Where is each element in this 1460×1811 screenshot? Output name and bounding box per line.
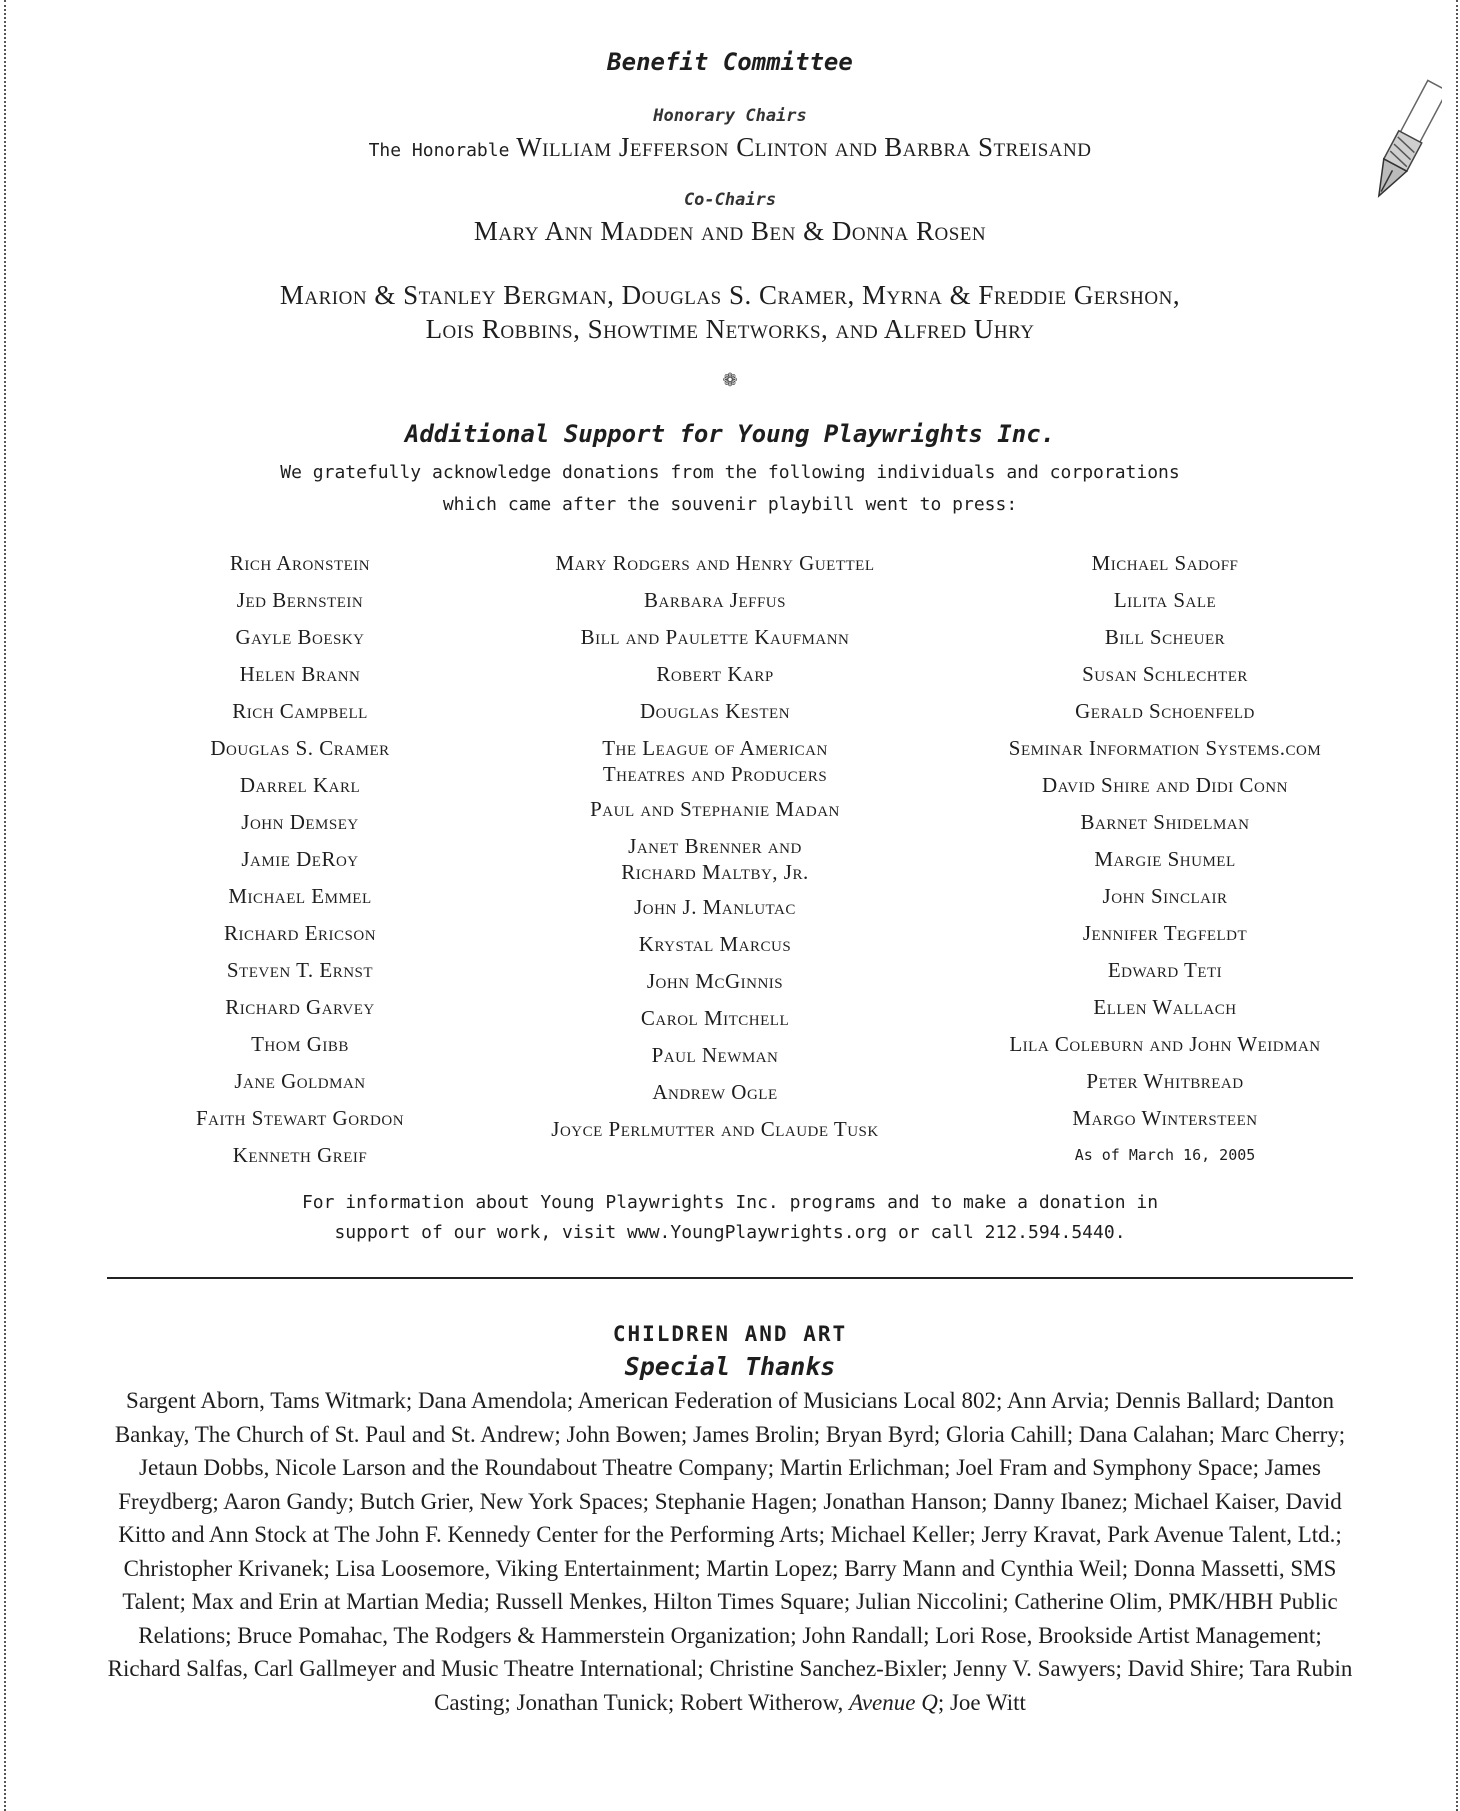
donor-name: Darrel Karl (239, 773, 361, 797)
donor-name: Margie Shumel (1094, 847, 1236, 871)
donation-info-line-2: support of our work, visit www.YoungPlaywrights.org or call 212.594.5440. (334, 1222, 1126, 1243)
section-divider (107, 1277, 1353, 1279)
donor-name: Richard Ericson (223, 921, 377, 945)
donor-name: David Shire and Didi Conn (1042, 773, 1288, 797)
donor-name: Lilita Sale (1113, 588, 1217, 612)
honorary-chair-2: Barbra Streisand (884, 132, 1092, 162)
donor-name: John J. Manlutac (634, 895, 796, 919)
donor-name: Steven T. Ernst (226, 958, 374, 982)
donor-name: Joyce Perlmutter and Claude Tusk (551, 1117, 879, 1141)
donor-name: Michael Emmel (228, 884, 372, 908)
donor-column-1 (130, 545, 470, 1174)
donor-name: John McGinnis (646, 969, 784, 993)
co-chairs-label: Co-Chairs (683, 190, 777, 210)
donation-info-line-1: For information about Young Playwrights Inc. programs and to make a donation in (301, 1192, 1159, 1213)
thanks-text: Sargent Aborn, Tams Witmark; Dana Amendola; American Federation of Musicians Local 802; Ann Arvia; Dennis Ballard; Danton Bankay, The Church of St. Paul and St. Andrew; John Bowen; James Brolin; Bryan Byrd; Gloria Cahill; Dana Calahan; Marc Cherry; Jetaun Dobbs, Nicole Larson and the Roundabout Theatre Company; Martin Erlichman; Joel Fram and Symphony Space; James Freydberg; Aaron Gandy; Butch Grier, New York Spaces; Stephanie Hagen; Jonathan Hanson; Danny Ibanez; Michael Kaiser, David Kitto and Ann Stock at The John F. Kennedy Center for the Performing Arts; Michael Keller; Jerry Kravat, Park Avenue Talent, Ltd.; Christopher Krivanek; Lisa Loosemore, Viking Entertainment; Martin Lopez; Barry Mann and Cynthia Weil; Donna Massetti, SMS Talent; Max and Erin at Martian Media; Russell Menkes, Hilton Times Square; Julian Niccolini; Catherine Olim, PMK/HBH Public Relations; Bruce Pomahac, The Rodgers & Hammerstein Organization; John Randall; Lori Rose, Brookside Artist Management; Richard Salfas, Carl Gallmeyer and Music Theatre International; Christine Sanchez-Bixler; Jenny V. Sawyers; David Shire; Tara Rubin Casting; Jonathan Tunick; Robert Witherow, (107, 1388, 1353, 1715)
donor-name: Paul and Stephanie Madan (590, 797, 840, 821)
donor-name: John Sinclair (1102, 884, 1228, 908)
donor-name: Lila Coleburn and John Weidman (1009, 1032, 1321, 1056)
additional-support-title: Additional Support for Young Playwrights Inc. (404, 420, 1056, 448)
donor-name: Thom Gibb (251, 1032, 349, 1056)
donor-name: Douglas Kesten (639, 699, 791, 723)
donor-name: Bill and Paulette Kaufmann (580, 625, 850, 649)
page-border-left (4, 0, 6, 1811)
donor-columns (130, 545, 1370, 1174)
donor-name: Jamie DeRoy (241, 847, 359, 871)
donor-column-2 (470, 545, 960, 1174)
donor-name: John Demsey (241, 810, 359, 834)
donor-name: Douglas S. Cramer (210, 736, 390, 760)
donor-name: Gayle Boesky (235, 625, 365, 649)
donor-name-line: The League of American (602, 736, 828, 760)
donor-name: Peter Whitbread (1086, 1069, 1244, 1093)
donor-name: Richard Garvey (225, 995, 375, 1019)
donor-name: Bill Scheuer (1104, 625, 1226, 649)
donor-name-multiline (602, 730, 828, 791)
donor-name-line: Theatres and Producers (602, 762, 828, 786)
acknowledgement-line-1: We gratefully acknowledge donations from the following individuals and corporations (280, 462, 1180, 483)
donor-name: Kenneth Greif (232, 1143, 368, 1167)
donor-name: Andrew Ogle (652, 1080, 778, 1104)
committee-members-line-2: Lois Robbins, Showtime Networks, and Alfred Uhry (425, 314, 1035, 344)
donor-name: Jed Bernstein (236, 588, 364, 612)
donor-name: Paul Newman (651, 1043, 779, 1067)
thanks-italic-title: Avenue Q (849, 1689, 938, 1715)
donor-name: Gerald Schoenfeld (1075, 699, 1255, 723)
donor-name: Edward Teti (1107, 958, 1223, 982)
honorary-chairs-label: Honorary Chairs (653, 106, 807, 126)
benefit-committee-title: Benefit Committee (607, 48, 853, 76)
donor-name: Faith Stewart Gordon (195, 1106, 405, 1130)
honorary-prefix: The Honorable (368, 140, 510, 161)
special-thanks-paragraph (100, 1384, 1360, 1719)
co-chairs-names: Mary Ann Madden and Ben & Donna Rosen (473, 216, 987, 246)
donor-name: Margo Wintersteen (1072, 1106, 1258, 1130)
donor-name: Helen Brann (239, 662, 361, 686)
donor-name: Krystal Marcus (638, 932, 792, 956)
donor-name-line: Richard Maltby, Jr. (621, 860, 809, 884)
flower-ornament-icon: ❁ (722, 370, 738, 390)
donor-name: Robert Karp (656, 662, 774, 686)
page-border-right (1456, 0, 1458, 1811)
committee-members-line-1: Marion & Stanley Bergman, Douglas S. Cramer, Myrna & Freddie Gershon, (279, 280, 1181, 310)
donor-name: Mary Rodgers and Henry Guettel (555, 551, 875, 575)
honorary-and: and (834, 132, 878, 162)
donor-name: Jane Goldman (234, 1069, 366, 1093)
children-and-art-title: CHILDREN AND ART (612, 1322, 848, 1346)
donor-name: Jennifer Tegfeldt (1082, 921, 1248, 945)
donor-name: Barnet Shidelman (1080, 810, 1250, 834)
honorary-chair-1: William Jefferson Clinton (516, 132, 829, 162)
donor-name: Rich Campbell (232, 699, 368, 723)
donor-name: Susan Schlechter (1082, 662, 1248, 686)
donor-name: Michael Sadoff (1091, 551, 1239, 575)
honorary-chairs-names (0, 132, 1460, 163)
donor-column-3 (960, 545, 1370, 1174)
donor-name: Ellen Wallach (1093, 995, 1237, 1019)
donor-name: Barbara Jeffus (644, 588, 786, 612)
thanks-text-end: ; Joe Witt (937, 1689, 1026, 1715)
donor-name-multiline (621, 828, 808, 889)
special-thanks-title: Special Thanks (624, 1352, 836, 1381)
donor-name-line: Janet Brenner and (628, 834, 802, 858)
acknowledgement-line-2: which came after the souvenir playbill went to press: (442, 494, 1018, 515)
donor-name: Seminar Information Systems.com (1008, 736, 1322, 760)
as-of-date: As of March 16, 2005 (1074, 1146, 1256, 1164)
donor-name: Rich Aronstein (229, 551, 371, 575)
donor-name: Carol Mitchell (640, 1006, 790, 1030)
